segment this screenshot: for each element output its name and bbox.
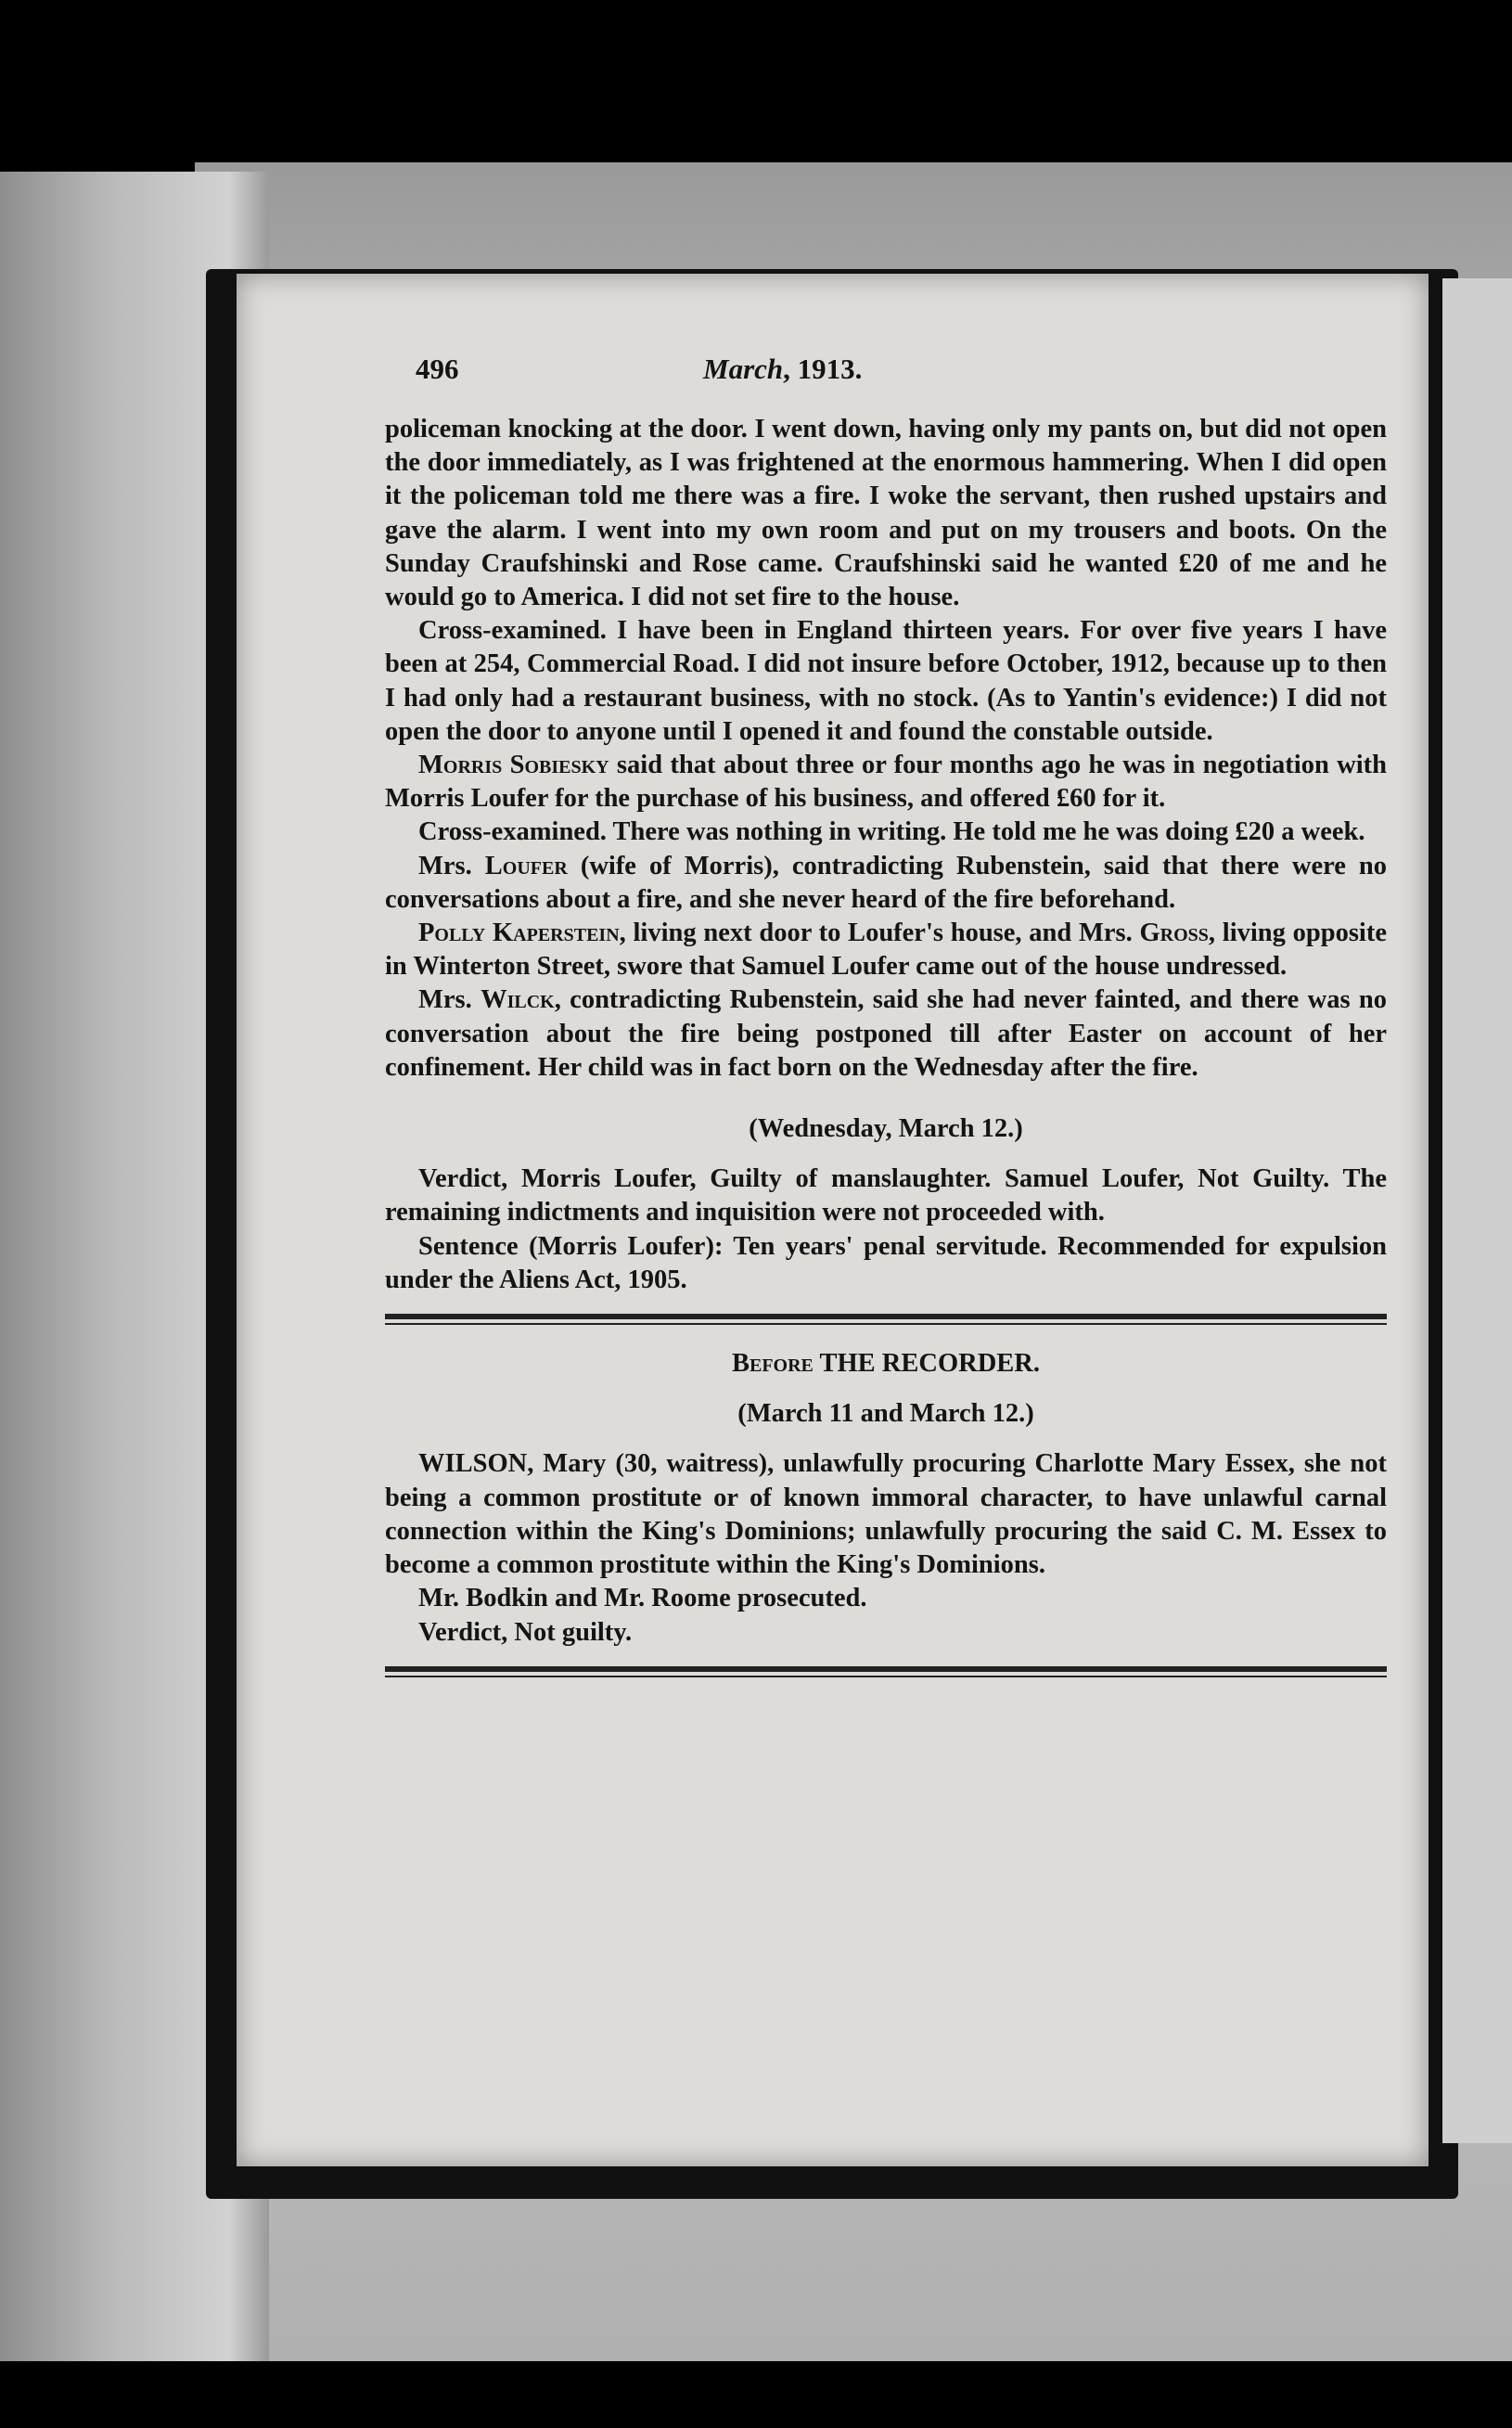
paragraph-kaperstein-gross [385,917,1387,983]
page-header [416,353,1185,390]
title-prefix: Mrs. [418,851,485,880]
spacer [385,1381,1387,1397]
paragraph-text: , living next door to Loufer's house, and Mrs. [619,919,1140,948]
spacer [385,1650,1387,1666]
paragraph-sobiesky [385,749,1387,816]
page-number: 496 [416,353,459,385]
witness-name: Loufer [484,851,568,880]
page-body [385,413,1387,1672]
paragraph-text: said that about three or four months ago he was in negotiation with Morris Loufer for the purchase of his business, and offered £60 for it. [385,751,1387,814]
section-divider-bottom [385,1666,1387,1672]
paragraph-verdict-wilson: Verdict, Not guilty. [418,1617,633,1647]
paragraph-cross-examined-loufer: Cross-examined. I have been in England thirteen years. For over five years I have been at 254, Commercial Road. I did not insure before October, 1912, because up to then I had only had a restaurant business, with no stock. (As to Yantin's evidence:) I did not open the door to anyone until I opened it and found the constable outside. [385,616,1387,746]
paragraph-sentence: Sentence (Morris Loufer): Ten years' penal servitude. Recommended for expulsion under the Aliens Act, 1905. [385,1231,1387,1294]
paragraph-prosecution: Mr. Bodkin and Mr. Roome prosecuted. [418,1584,867,1613]
spacer [385,1146,1387,1163]
section-heading-before: Before [731,1349,814,1379]
spacer [385,1297,1387,1314]
paragraph-mrs-loufer [385,850,1387,917]
paragraph-mrs-wilck [385,983,1387,1085]
spacer [385,1431,1387,1447]
day-heading: (Wednesday, March 12.) [749,1114,1023,1144]
paragraph-testimony-continued: policeman knocking at the door. I went down, having only my pants on, but did not open the door immediately, as I was frightened at the enormous hammering. When I did open it the policeman told me there was a fire. I woke the servant, then rushed upstairs and gave the alarm. I went into my own room and put on my trousers and boots. On the Sunday Craufshinski and Rose came. Craufshinski said he wanted £20 of me and he would go to America. I did not set fire to the house. [385,415,1387,612]
paragraph-text: , living opposite in Winterton Street, swore that Samuel Loufer came out of the house undressed. [385,919,1387,982]
paragraph-text: (wife of Morris), contradicting Rubenstein, said that there were no conversations about a fire, and she never heard of the fire beforehand. [385,851,1388,914]
paragraph-text: , contradicting Rubenstein, said she had never fainted, and there was no conversation about the fire being postponed till after Easter on account of her confinement. Her child was in fact born on the Wednesday after the fire. [385,985,1387,1082]
dark-scan-border-top [0,0,1512,176]
witness-name: Gross [1139,919,1209,948]
paragraph-cross-examined-sobiesky: Cross-examined. There was nothing in writing. He told me he was doing £20 a week. [418,817,1365,847]
spacer [385,1085,1387,1112]
title-prefix: Mrs. [418,985,481,1015]
witness-name: Polly Kaperstein [418,919,620,948]
paragraph-verdict: Verdict, Morris Loufer, Guilty of manslaughter. Samuel Loufer, Not Guilty. The remaining indictments and inquisition were not proceeded with. [385,1164,1387,1227]
dark-scan-border-bottom [0,2361,1512,2428]
right-adjacent-page [1442,278,1512,2143]
section-heading [385,1347,1387,1381]
spacer [385,1319,1387,1347]
section-dates: (March 11 and March 12.) [737,1399,1034,1429]
witness-name: Morris Sobiesky [418,751,609,780]
page-date-month: March [703,353,784,385]
page-date [703,353,862,386]
section-heading-recorder: THE RECORDER. [813,1349,1041,1379]
paragraph-wilson-charge: WILSON, Mary (30, waitress), unlawfully procuring Charlotte Mary Essex, she not being a common prostitute or of known immoral character, to have unlawful carnal connection within the King's Dominions; unlawfully procuring the said C. M. Essex to become a common prostitute within the King's Dominions. [385,1449,1387,1580]
witness-name: Wilck [481,985,555,1015]
page-date-year: , 1913. [783,353,863,385]
document-page [237,274,1429,2166]
